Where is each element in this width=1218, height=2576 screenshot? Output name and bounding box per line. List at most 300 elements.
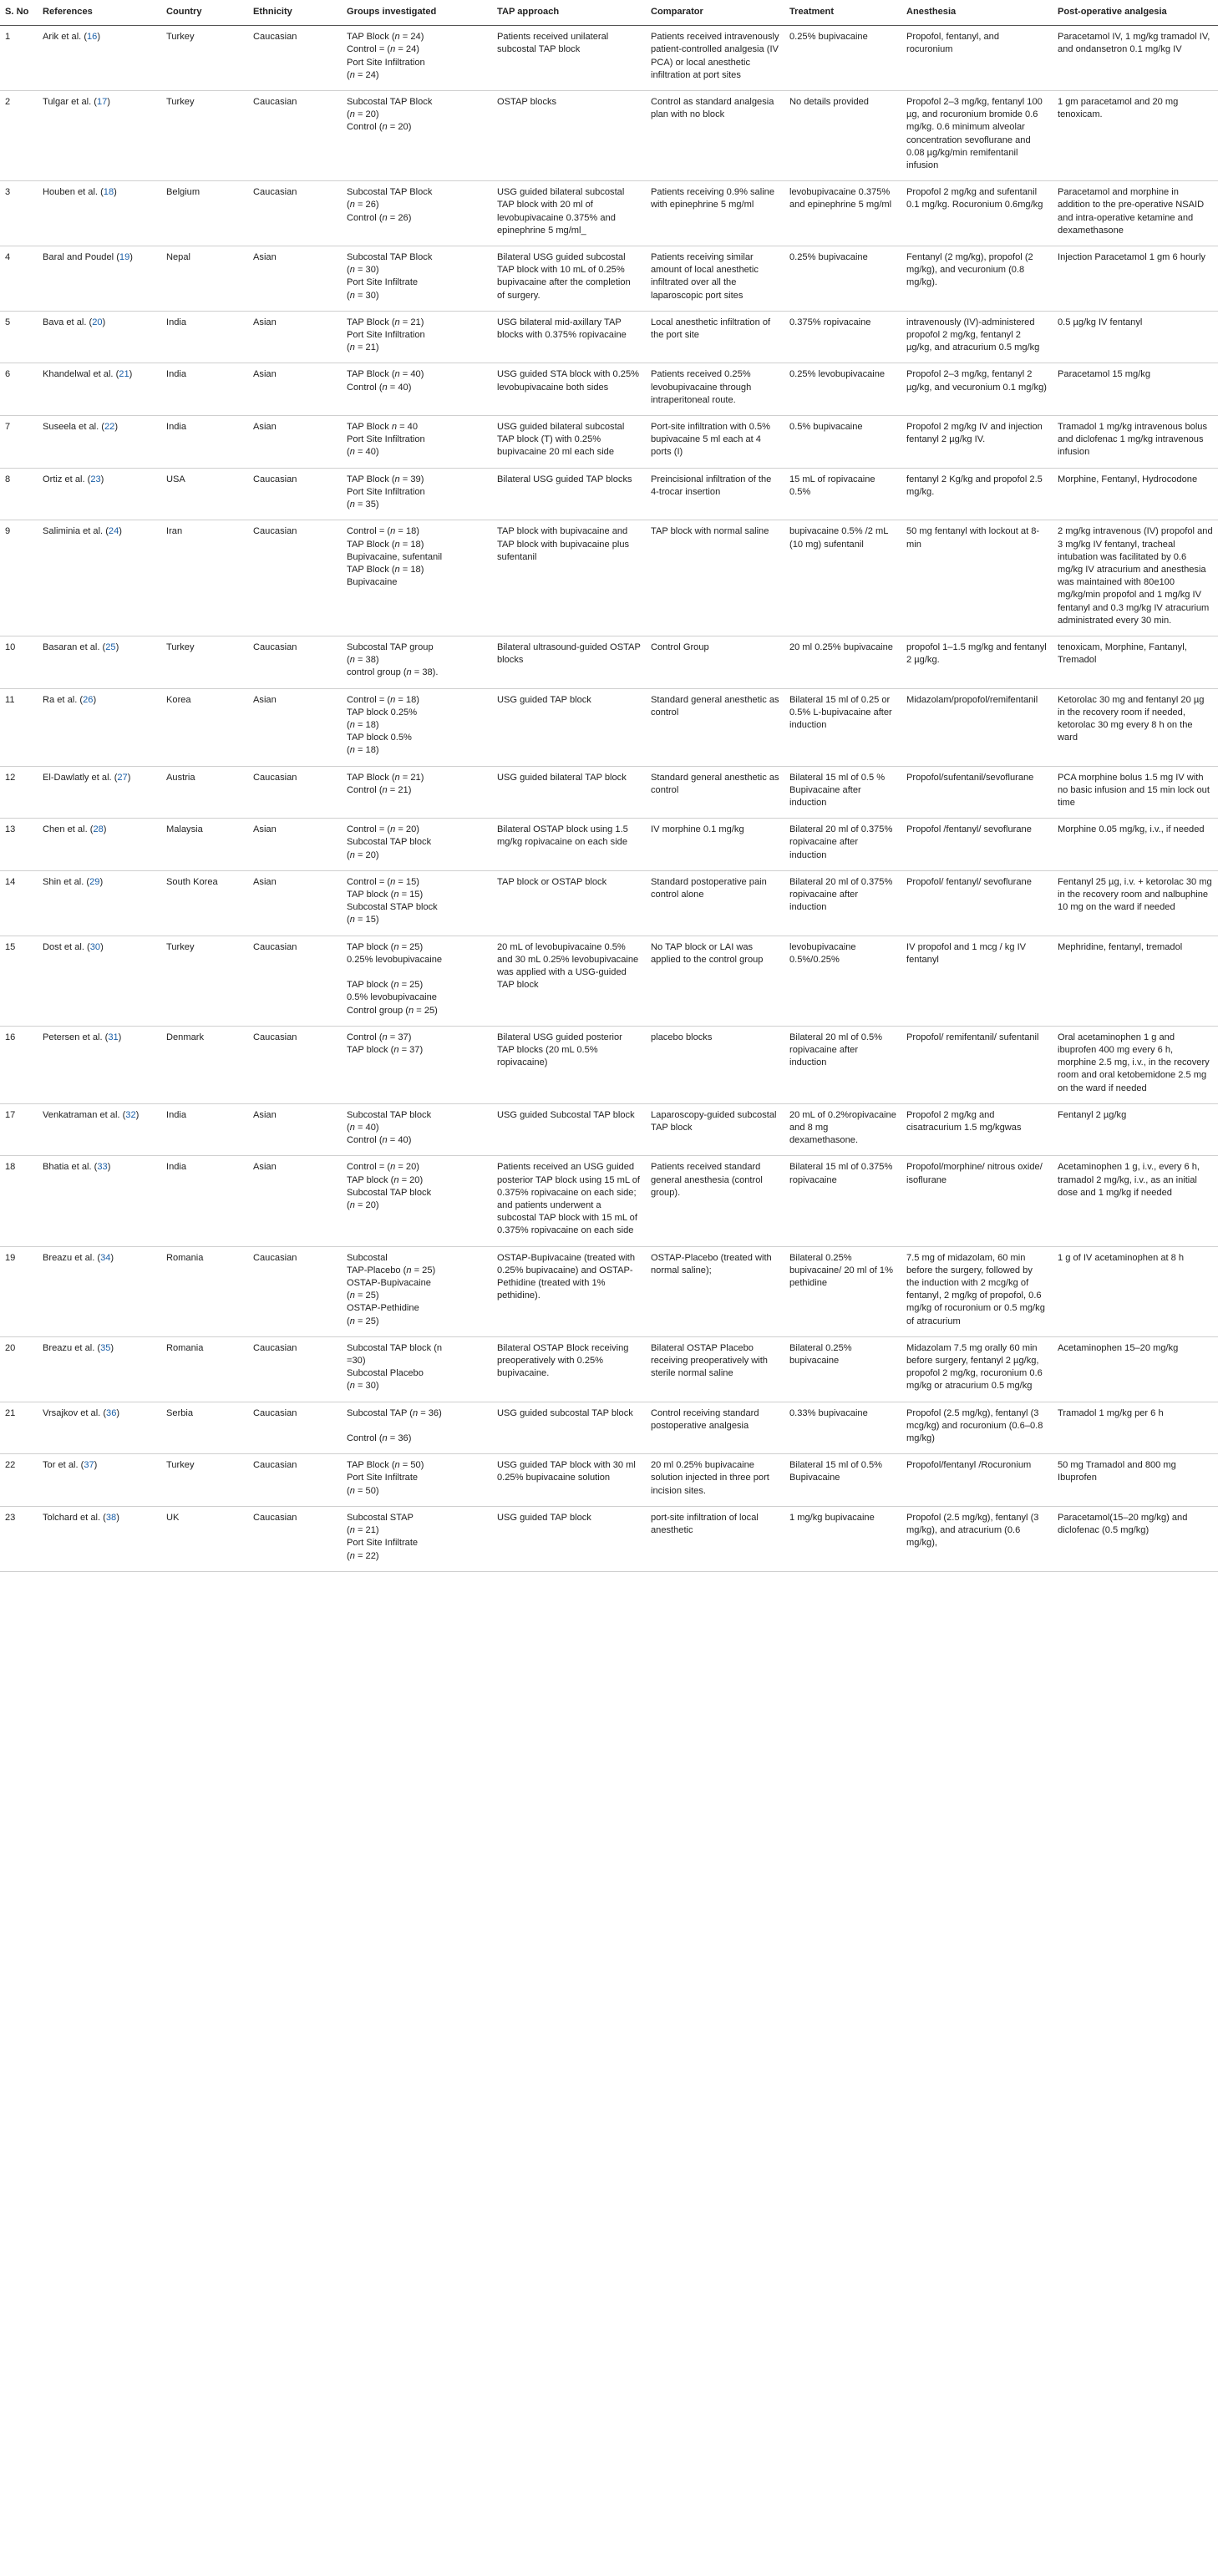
cell-sno: 19: [0, 1246, 38, 1336]
cell-comparator: port-site infiltration of local anesthetic: [646, 1506, 784, 1571]
cell-treatment: levobupivacaine 0.5%/0.25%: [784, 936, 901, 1026]
cell-groups: TAP Block (n = 40) Control (n = 40): [342, 363, 492, 416]
cell-country: India: [161, 1103, 248, 1156]
cell-sno: 15: [0, 936, 38, 1026]
reference-link[interactable]: 37: [84, 1460, 94, 1471]
cell-postop: Paracetamol 15 mg/kg: [1053, 363, 1218, 416]
cell-treatment: 0.25% bupivacaine: [784, 246, 901, 312]
cell-reference: Bava et al. (20): [38, 311, 161, 363]
header-row: [0, 0, 1218, 26]
cell-treatment: 20 ml 0.25% bupivacaine: [784, 636, 901, 688]
cell-comparator: Standard general anesthetic as control: [646, 688, 784, 766]
cell-comparator: Control receiving standard postoperative analgesia: [646, 1402, 784, 1454]
reference-author: Venkatraman et al. (: [43, 1109, 126, 1120]
cell-groups: TAP block (n = 25) 0.25% levobupivacaine TAP block (n = 25) 0.5% levobupivacaine Control group (n = 25): [342, 936, 492, 1026]
cell-ethnicity: Asian: [248, 363, 342, 416]
cell-treatment: 1 mg/kg bupivacaine: [784, 1506, 901, 1571]
cell-country: Denmark: [161, 1026, 248, 1103]
cell-reference: Tulgar et al. (17): [38, 91, 161, 181]
reference-author: Saliminia et al. (: [43, 526, 109, 537]
cell-tap-approach: USG bilateral mid-axillary TAP blocks with 0.375% ropivacaine: [492, 311, 646, 363]
table-row: [0, 766, 1218, 819]
cell-groups: Control (n = 37) TAP block (n = 37): [342, 1026, 492, 1103]
cell-anesthesia: Propofol /fentanyl/ sevoflurane: [901, 819, 1053, 871]
cell-tap-approach: TAP block or OSTAP block: [492, 870, 646, 936]
cell-country: Romania: [161, 1336, 248, 1402]
cell-tap-approach: USG guided bilateral TAP block: [492, 766, 646, 819]
cell-postop: Fentanyl 25 µg, i.v. + ketorolac 30 mg in the recovery room and nalbuphine 10 mg on the ward if needed: [1053, 870, 1218, 936]
cell-treatment: Bilateral 15 ml of 0.25 or 0.5% L-bupivacaine after induction: [784, 688, 901, 766]
reference-author: El-Dawlatly et al. (: [43, 772, 118, 783]
cell-anesthesia: Propofol/fentanyl /Rocuronium: [901, 1454, 1053, 1507]
cell-anesthesia: 50 mg fentanyl with lockout at 8-min: [901, 520, 1053, 636]
cell-tap-approach: USG guided Subcostal TAP block: [492, 1103, 646, 1156]
header-sno: S. No: [0, 0, 38, 26]
cell-groups: TAP Block (n = 21) Port Site Infiltration (n = 21): [342, 311, 492, 363]
cell-ethnicity: Caucasian: [248, 1026, 342, 1103]
reference-link[interactable]: 26: [83, 694, 94, 705]
cell-ethnicity: Caucasian: [248, 1336, 342, 1402]
cell-sno: 18: [0, 1156, 38, 1246]
reference-link[interactable]: 28: [93, 824, 104, 835]
cell-country: UK: [161, 1506, 248, 1571]
cell-reference: Arik et al. (16): [38, 26, 161, 91]
cell-ethnicity: Caucasian: [248, 468, 342, 520]
cell-ethnicity: Caucasian: [248, 936, 342, 1026]
cell-reference: Saliminia et al. (24): [38, 520, 161, 636]
cell-anesthesia: Propofol/ remifentanil/ sufentanil: [901, 1026, 1053, 1103]
cell-ethnicity: Asian: [248, 870, 342, 936]
reference-author: Khandelwal et al. (: [43, 369, 119, 380]
cell-comparator: 20 ml 0.25% bupivacaine solution injected in three port incision sites.: [646, 1454, 784, 1507]
header-anesthesia: Anesthesia: [901, 0, 1053, 26]
cell-comparator: TAP block with normal saline: [646, 520, 784, 636]
reference-author: Tulgar et al. (: [43, 97, 97, 108]
cell-sno: 22: [0, 1454, 38, 1507]
cell-ethnicity: Caucasian: [248, 1402, 342, 1454]
reference-link[interactable]: 36: [106, 1407, 117, 1418]
cell-groups: Subcostal TAP Block (n = 20) Control (n = 20): [342, 91, 492, 181]
cell-ethnicity: Caucasian: [248, 636, 342, 688]
reference-link[interactable]: 24: [108, 526, 119, 537]
table-row: [0, 1454, 1218, 1507]
reference-author: Chen et al. (: [43, 824, 94, 835]
cell-ethnicity: Caucasian: [248, 181, 342, 246]
cell-comparator: Patients receiving 0.9% saline with epinephrine 5 mg/ml: [646, 181, 784, 246]
cell-postop: Fentanyl 2 µg/kg: [1053, 1103, 1218, 1156]
cell-groups: TAP Block (n = 24) Control = (n = 24) Port Site Infiltration (n = 24): [342, 26, 492, 91]
cell-anesthesia: Propofol 2–3 mg/kg, fentanyl 100 µg, and rocuronium bromide 0.6 mg/kg. 0.6 minimum alveolar concentration sevoflurane and 0.08 µg/kg/min remifentanil infusion: [901, 91, 1053, 181]
cell-reference: Shin et al. (29): [38, 870, 161, 936]
cell-groups: Subcostal TAP Block (n = 30) Port Site Infiltrate (n = 30): [342, 246, 492, 312]
cell-postop: Paracetamol IV, 1 mg/kg tramadol IV, and ondansetron 0.1 mg/kg IV: [1053, 26, 1218, 91]
cell-comparator: Local anesthetic infiltration of the port site: [646, 311, 784, 363]
cell-tap-approach: Patients received unilateral subcostal TAP block: [492, 26, 646, 91]
reference-link[interactable]: 32: [125, 1109, 136, 1120]
cell-tap-approach: 20 mL of levobupivacaine 0.5% and 30 mL 0.25% levobupivacaine was applied with a USG-guided TAP block: [492, 936, 646, 1026]
cell-treatment: bupivacaine 0.5% /2 mL (10 mg) sufentanil: [784, 520, 901, 636]
cell-reference: El-Dawlatly et al. (27): [38, 766, 161, 819]
cell-groups: Subcostal TAP-Placebo (n = 25) OSTAP-Bupivacaine (n = 25) OSTAP-Pethidine (n = 25): [342, 1246, 492, 1336]
cell-groups: Subcostal TAP group (n = 38) control group (n = 38).: [342, 636, 492, 688]
cell-anesthesia: Fentanyl (2 mg/kg), propofol (2 mg/kg), and vecuronium (0.8 mg/kg).: [901, 246, 1053, 312]
cell-anesthesia: Propofol/morphine/ nitrous oxide/ isoflurane: [901, 1156, 1053, 1246]
cell-anesthesia: propofol 1–1.5 mg/kg and fentanyl 2 µg/kg.: [901, 636, 1053, 688]
table-row: [0, 1103, 1218, 1156]
reference-author: Bhatia et al. (: [43, 1162, 98, 1173]
cell-anesthesia: Midazolam/propofol/remifentanil: [901, 688, 1053, 766]
table-row: [0, 181, 1218, 246]
cell-country: India: [161, 1156, 248, 1246]
cell-postop: Morphine, Fentanyl, Hydrocodone: [1053, 468, 1218, 520]
reference-link[interactable]: 20: [92, 317, 103, 327]
cell-postop: Morphine 0.05 mg/kg, i.v., if needed: [1053, 819, 1218, 871]
reference-link[interactable]: 27: [117, 772, 128, 783]
header-references: References: [38, 0, 161, 26]
cell-sno: 8: [0, 468, 38, 520]
cell-groups: TAP Block (n = 21) Control (n = 21): [342, 766, 492, 819]
cell-treatment: 20 mL of 0.2%ropivacaine and 8 mg dexamethasone.: [784, 1103, 901, 1156]
reference-author: Tor et al. (: [43, 1460, 84, 1471]
cell-treatment: Bilateral 15 ml of 0.5 % Bupivacaine after induction: [784, 766, 901, 819]
cell-postop: 0.5 µg/kg IV fentanyl: [1053, 311, 1218, 363]
cell-sno: 14: [0, 870, 38, 936]
cell-comparator: Bilateral OSTAP Placebo receiving preoperatively with sterile normal saline: [646, 1336, 784, 1402]
cell-treatment: Bilateral 0.25% bupivacaine: [784, 1336, 901, 1402]
header-tap-approach: TAP approach: [492, 0, 646, 26]
cell-ethnicity: Caucasian: [248, 91, 342, 181]
cell-reference: Venkatraman et al. (32): [38, 1103, 161, 1156]
cell-country: Austria: [161, 766, 248, 819]
cell-tap-approach: Bilateral USG guided posterior TAP blocks (20 mL 0.5% ropivacaine): [492, 1026, 646, 1103]
cell-postop: tenoxicam, Morphine, Fantanyl, Tremadol: [1053, 636, 1218, 688]
cell-groups: TAP Block (n = 39) Port Site Infiltration (n = 35): [342, 468, 492, 520]
cell-reference: Breazu et al. (35): [38, 1336, 161, 1402]
cell-postop: 1 gm paracetamol and 20 mg tenoxicam.: [1053, 91, 1218, 181]
cell-reference: Suseela et al. (22): [38, 416, 161, 469]
cell-ethnicity: Asian: [248, 246, 342, 312]
table-row: [0, 311, 1218, 363]
reference-author: Suseela et al. (: [43, 422, 104, 433]
reference-author: Tolchard et al. (: [43, 1512, 106, 1523]
cell-country: Nepal: [161, 246, 248, 312]
cell-anesthesia: intravenously (IV)-administered propofol 2 mg/kg, fentanyl 2 µg/kg, and atracurium 0.5 mg/kg: [901, 311, 1053, 363]
reference-author: Petersen et al. (: [43, 1032, 109, 1042]
cell-postop: Paracetamol(15–20 mg/kg) and diclofenac (0.5 mg/kg): [1053, 1506, 1218, 1571]
table-row: [0, 246, 1218, 312]
cell-treatment: Bilateral 20 ml of 0.5% ropivacaine after induction: [784, 1026, 901, 1103]
cell-tap-approach: OSTAP-Bupivacaine (treated with 0.25% bupivacaine) and OSTAP-Pethidine (treated with 1% pethidine).: [492, 1246, 646, 1336]
cell-tap-approach: USG guided TAP block: [492, 1506, 646, 1571]
cell-groups: Control = (n = 15) TAP block (n = 15) Subcostal STAP block (n = 15): [342, 870, 492, 936]
cell-anesthesia: Propofol 2 mg/kg IV and injection fentanyl 2 µg/kg IV.: [901, 416, 1053, 469]
cell-tap-approach: Bilateral USG guided subcostal TAP block with 10 mL of 0.25% bupivacaine after the completion of surgery.: [492, 246, 646, 312]
cell-country: India: [161, 363, 248, 416]
table-row: [0, 416, 1218, 469]
cell-ethnicity: Caucasian: [248, 1246, 342, 1336]
cell-treatment: Bilateral 15 ml of 0.375% ropivacaine: [784, 1156, 901, 1246]
cell-postop: Oral acetaminophen 1 g and ibuprofen 400 mg every 6 h, morphine 2.5 mg, i.v., in the recovery room and oral ketobemidone 2.5 mg on the ward if needed: [1053, 1026, 1218, 1103]
cell-groups: Control = (n = 18) TAP Block (n = 18) Bupivacaine, sufentanil TAP Block (n = 18) Bupivacaine: [342, 520, 492, 636]
cell-groups: Control = (n = 18) TAP block 0.25% (n = 18) TAP block 0.5% (n = 18): [342, 688, 492, 766]
cell-sno: 5: [0, 311, 38, 363]
cell-country: Turkey: [161, 91, 248, 181]
cell-tap-approach: TAP block with bupivacaine and TAP block with bupivacaine plus sufentanil: [492, 520, 646, 636]
cell-anesthesia: 7.5 mg of midazolam, 60 min before the surgery, followed by the induction with 2 mcg/kg of fentanyl, 2 mg/kg of propofol, 0.6 mg/kg of rocuronium or 0.5 mg/kg of atracurium: [901, 1246, 1053, 1336]
cell-tap-approach: Patients received an USG guided posterior TAP block using 15 mL of 0.375% ropivacaine on each side; and patients underwent a subcostal TAP block with 15 mL of 0.375% ropivacaine on each side: [492, 1156, 646, 1246]
cell-treatment: Bilateral 0.25% bupivacaine/ 20 ml of 1% pethidine: [784, 1246, 901, 1336]
cell-country: Turkey: [161, 936, 248, 1026]
reference-link[interactable]: 23: [90, 474, 101, 484]
cell-anesthesia: fentanyl 2 Kg/kg and propofol 2.5 mg/kg.: [901, 468, 1053, 520]
cell-treatment: Bilateral 15 ml of 0.5% Bupivacaine: [784, 1454, 901, 1507]
table-row: [0, 520, 1218, 636]
reference-link[interactable]: 16: [87, 32, 98, 43]
cell-tap-approach: Bilateral USG guided TAP blocks: [492, 468, 646, 520]
cell-comparator: Patients receiving similar amount of local anesthetic infiltrated over all the laparoscopic port sites: [646, 246, 784, 312]
reference-author: Breazu et al. (: [43, 1342, 101, 1353]
cell-postop: Mephridine, fentanyl, tremadol: [1053, 936, 1218, 1026]
cell-ethnicity: Asian: [248, 311, 342, 363]
cell-groups: Subcostal TAP (n = 36) Control (n = 36): [342, 1402, 492, 1454]
cell-postop: Acetaminophen 15–20 mg/kg: [1053, 1336, 1218, 1402]
cell-groups: Subcostal STAP (n = 21) Port Site Infiltrate (n = 22): [342, 1506, 492, 1571]
cell-reference: Khandelwal et al. (21): [38, 363, 161, 416]
cell-ethnicity: Caucasian: [248, 1506, 342, 1571]
cell-reference: Basaran et al. (25): [38, 636, 161, 688]
table-row: [0, 1246, 1218, 1336]
cell-treatment: 15 mL of ropivacaine 0.5%: [784, 468, 901, 520]
cell-anesthesia: Propofol (2.5 mg/kg), fentanyl (3 mg/kg), and atracurium (0.6 mg/kg),: [901, 1506, 1053, 1571]
reference-link[interactable]: 25: [105, 641, 116, 652]
reference-link[interactable]: 30: [89, 941, 101, 952]
cell-treatment: Bilateral 20 ml of 0.375% ropivacaine after induction: [784, 870, 901, 936]
header-comparator: Comparator: [646, 0, 784, 26]
reference-link[interactable]: 29: [89, 876, 100, 887]
cell-tap-approach: USG guided TAP block with 30 ml 0.25% bupivacaine solution: [492, 1454, 646, 1507]
cell-reference: Houben et al. (18): [38, 181, 161, 246]
cell-comparator: Standard general anesthetic as control: [646, 766, 784, 819]
cell-sno: 17: [0, 1103, 38, 1156]
cell-ethnicity: Asian: [248, 1156, 342, 1246]
table-row: [0, 1156, 1218, 1246]
cell-sno: 21: [0, 1402, 38, 1454]
cell-comparator: IV morphine 0.1 mg/kg: [646, 819, 784, 871]
cell-reference: Vrsajkov et al. (36): [38, 1402, 161, 1454]
reference-link[interactable]: 19: [119, 252, 130, 263]
cell-comparator: Standard postoperative pain control alone: [646, 870, 784, 936]
cell-anesthesia: Propofol/ fentanyl/ sevoflurane: [901, 870, 1053, 936]
cell-treatment: 0.33% bupivacaine: [784, 1402, 901, 1454]
cell-ethnicity: Caucasian: [248, 26, 342, 91]
cell-groups: Subcostal TAP Block (n = 26) Control (n = 26): [342, 181, 492, 246]
cell-comparator: Patients received intravenously patient-controlled analgesia (IV PCA) or local anesthetic infiltration at port sites: [646, 26, 784, 91]
cell-treatment: Bilateral 20 ml of 0.375% ropivacaine after induction: [784, 819, 901, 871]
header-treatment: Treatment: [784, 0, 901, 26]
cell-postop: PCA morphine bolus 1.5 mg IV with no basic infusion and 15 min lock out time: [1053, 766, 1218, 819]
cell-sno: 7: [0, 416, 38, 469]
cell-anesthesia: Propofol 2 mg/kg and sufentanil 0.1 mg/kg. Rocuronium 0.6mg/kg: [901, 181, 1053, 246]
cell-sno: 23: [0, 1506, 38, 1571]
cell-sno: 9: [0, 520, 38, 636]
cell-comparator: Laparoscopy-guided subcostal TAP block: [646, 1103, 784, 1156]
cell-country: USA: [161, 468, 248, 520]
reference-author: Shin et al. (: [43, 876, 90, 887]
cell-treatment: 0.375% ropivacaine: [784, 311, 901, 363]
cell-country: Turkey: [161, 1454, 248, 1507]
cell-postop: Acetaminophen 1 g, i.v., every 6 h, tramadol 2 mg/kg, i.v., as an initial dose and 1 mg/kg if needed: [1053, 1156, 1218, 1246]
cell-tap-approach: USG guided STA block with 0.25% levobupivacaine both sides: [492, 363, 646, 416]
cell-country: Iran: [161, 520, 248, 636]
cell-anesthesia: Propofol, fentanyl, and rocuronium: [901, 26, 1053, 91]
cell-country: Turkey: [161, 636, 248, 688]
cell-sno: 3: [0, 181, 38, 246]
cell-comparator: Control as standard analgesia plan with no block: [646, 91, 784, 181]
cell-postop: 1 g of IV acetaminophen at 8 h: [1053, 1246, 1218, 1336]
reference-link[interactable]: 34: [100, 1252, 111, 1263]
cell-comparator: placebo blocks: [646, 1026, 784, 1103]
cell-country: India: [161, 416, 248, 469]
header-ethnicity: Ethnicity: [248, 0, 342, 26]
table-row: [0, 363, 1218, 416]
table-body: [0, 26, 1218, 1572]
cell-groups: TAP Block n = 40 Port Site Infiltration (n = 40): [342, 416, 492, 469]
cell-tap-approach: Bilateral OSTAP block using 1.5 mg/kg ropivacaine on each side: [492, 819, 646, 871]
cell-comparator: OSTAP-Placebo (treated with normal saline);: [646, 1246, 784, 1336]
reference-link[interactable]: 17: [96, 97, 108, 108]
cell-anesthesia: Propofol 2–3 mg/kg, fentanyl 2 µg/kg, and vecuronium 0.1 mg/kg): [901, 363, 1053, 416]
reference-author: Breazu et al. (: [43, 1252, 101, 1263]
cell-sno: 10: [0, 636, 38, 688]
cell-reference: Ortiz et al. (23): [38, 468, 161, 520]
table-row: [0, 1506, 1218, 1571]
cell-ethnicity: Asian: [248, 819, 342, 871]
reference-author: Arik et al. (: [43, 32, 88, 43]
cell-tap-approach: USG guided bilateral subcostal TAP block (T) with 0.25% bupivacaine 20 ml each side: [492, 416, 646, 469]
cell-groups: Subcostal TAP block (n = 40) Control (n = 40): [342, 1103, 492, 1156]
table-row: [0, 870, 1218, 936]
cell-sno: 6: [0, 363, 38, 416]
cell-sno: 20: [0, 1336, 38, 1402]
table-row: [0, 1336, 1218, 1402]
cell-sno: 2: [0, 91, 38, 181]
reference-author: Bava et al. (: [43, 317, 93, 327]
header-groups: Groups investigated: [342, 0, 492, 26]
cell-reference: Breazu et al. (34): [38, 1246, 161, 1336]
reference-author: Ortiz et al. (: [43, 474, 91, 484]
reference-author: Ra et al. (: [43, 694, 84, 705]
cell-anesthesia: IV propofol and 1 mcg / kg IV fentanyl: [901, 936, 1053, 1026]
cell-tap-approach: OSTAP blocks: [492, 91, 646, 181]
cell-treatment: 0.25% levobupivacaine: [784, 363, 901, 416]
cell-treatment: 0.5% bupivacaine: [784, 416, 901, 469]
cell-tap-approach: Bilateral OSTAP Block receiving preoperatively with 0.25% bupivacaine.: [492, 1336, 646, 1402]
cell-ethnicity: Caucasian: [248, 520, 342, 636]
cell-reference: Tor et al. (37): [38, 1454, 161, 1507]
cell-postop: 50 mg Tramadol and 800 mg Ibuprofen: [1053, 1454, 1218, 1507]
cell-country: Malaysia: [161, 819, 248, 871]
cell-ethnicity: Asian: [248, 416, 342, 469]
cell-country: Korea: [161, 688, 248, 766]
cell-sno: 11: [0, 688, 38, 766]
cell-sno: 12: [0, 766, 38, 819]
cell-comparator: Patients received 0.25% levobupivacaine through intraperitoneal route.: [646, 363, 784, 416]
cell-sno: 13: [0, 819, 38, 871]
reference-link[interactable]: 21: [119, 369, 129, 380]
table-row: [0, 26, 1218, 91]
cell-reference: Chen et al. (28): [38, 819, 161, 871]
cell-reference: Petersen et al. (31): [38, 1026, 161, 1103]
cell-sno: 1: [0, 26, 38, 91]
cell-postop: Ketorolac 30 mg and fentanyl 20 µg in the recovery room if needed, ketorolac 30 mg every 8 h on the ward: [1053, 688, 1218, 766]
cell-country: India: [161, 311, 248, 363]
reference-link[interactable]: 18: [103, 187, 114, 198]
cell-country: Turkey: [161, 26, 248, 91]
header-country: Country: [161, 0, 248, 26]
reference-author: Baral and Poudel (: [43, 252, 119, 263]
cell-anesthesia: Propofol/sufentanil/sevoflurane: [901, 766, 1053, 819]
cell-ethnicity: Asian: [248, 1103, 342, 1156]
cell-groups: Control = (n = 20) TAP block (n = 20) Subcostal TAP block (n = 20): [342, 1156, 492, 1246]
cell-comparator: Port-site infiltration with 0.5% bupivacaine 5 ml each at 4 ports (I): [646, 416, 784, 469]
header-postop: Post-operative analgesia: [1053, 0, 1218, 26]
cell-country: Romania: [161, 1246, 248, 1336]
reference-link[interactable]: 35: [100, 1342, 111, 1353]
reference-author: Vrsajkov et al. (: [43, 1407, 107, 1418]
cell-country: Belgium: [161, 181, 248, 246]
cell-postop: Tramadol 1 mg/kg per 6 h: [1053, 1402, 1218, 1454]
table-row: [0, 688, 1218, 766]
table-row: [0, 1402, 1218, 1454]
table-row: [0, 636, 1218, 688]
table-row: [0, 468, 1218, 520]
cell-groups: Subcostal TAP block (n =30) Subcostal Placebo (n = 30): [342, 1336, 492, 1402]
cell-postop: 2 mg/kg intravenous (IV) propofol and 3 mg/kg IV fentanyl, tracheal intubation was facilitated by 0.6 mg/kg IV atracurium and anesthesia was maintained with 80e100 mg/kg/min propofol and 1 mg/kg IV fentanyl and 0.3 mg/kg IV atracurium administrated every 30 min.: [1053, 520, 1218, 636]
cell-postop: Paracetamol and morphine in addition to the pre-operative NSAID and intra-operative ketamine and dexamethasone: [1053, 181, 1218, 246]
cell-postop: Injection Paracetamol 1 gm 6 hourly: [1053, 246, 1218, 312]
cell-ethnicity: Caucasian: [248, 766, 342, 819]
cell-comparator: Patients received standard general anesthesia (control group).: [646, 1156, 784, 1246]
reference-link[interactable]: 33: [97, 1162, 108, 1173]
cell-country: Serbia: [161, 1402, 248, 1454]
cell-sno: 4: [0, 246, 38, 312]
cell-treatment: levobupivacaine 0.375% and epinephrine 5 mg/ml: [784, 181, 901, 246]
cell-ethnicity: Asian: [248, 688, 342, 766]
reference-link[interactable]: 38: [105, 1512, 117, 1523]
reference-link[interactable]: 31: [108, 1032, 119, 1042]
cell-postop: Tramadol 1 mg/kg intravenous bolus and diclofenac 1 mg/kg intravenous infusion: [1053, 416, 1218, 469]
cell-tap-approach: USG guided subcostal TAP block: [492, 1402, 646, 1454]
table-row: [0, 1026, 1218, 1103]
table-row: [0, 91, 1218, 181]
cell-ethnicity: Caucasian: [248, 1454, 342, 1507]
reference-link[interactable]: 22: [104, 422, 115, 433]
cell-reference: Ra et al. (26): [38, 688, 161, 766]
cell-country: South Korea: [161, 870, 248, 936]
cell-comparator: Preincisional infiltration of the 4-trocar insertion: [646, 468, 784, 520]
cell-reference: Tolchard et al. (38): [38, 1506, 161, 1571]
table-row: [0, 936, 1218, 1026]
cell-groups: TAP Block (n = 50) Port Site Infiltrate (n = 50): [342, 1454, 492, 1507]
cell-groups: Control = (n = 20) Subcostal TAP block (n = 20): [342, 819, 492, 871]
cell-anesthesia: Propofol (2.5 mg/kg), fentanyl (3 mcg/kg) and rocuronium (0.6–0.8 mg/kg): [901, 1402, 1053, 1454]
cell-reference: Baral and Poudel (19): [38, 246, 161, 312]
cell-tap-approach: USG guided TAP block: [492, 688, 646, 766]
cell-comparator: No TAP block or LAI was applied to the control group: [646, 936, 784, 1026]
cell-reference: Bhatia et al. (33): [38, 1156, 161, 1246]
table-row: [0, 819, 1218, 871]
cell-anesthesia: Propofol 2 mg/kg and cisatracurium 1.5 mg/kgwas: [901, 1103, 1053, 1156]
